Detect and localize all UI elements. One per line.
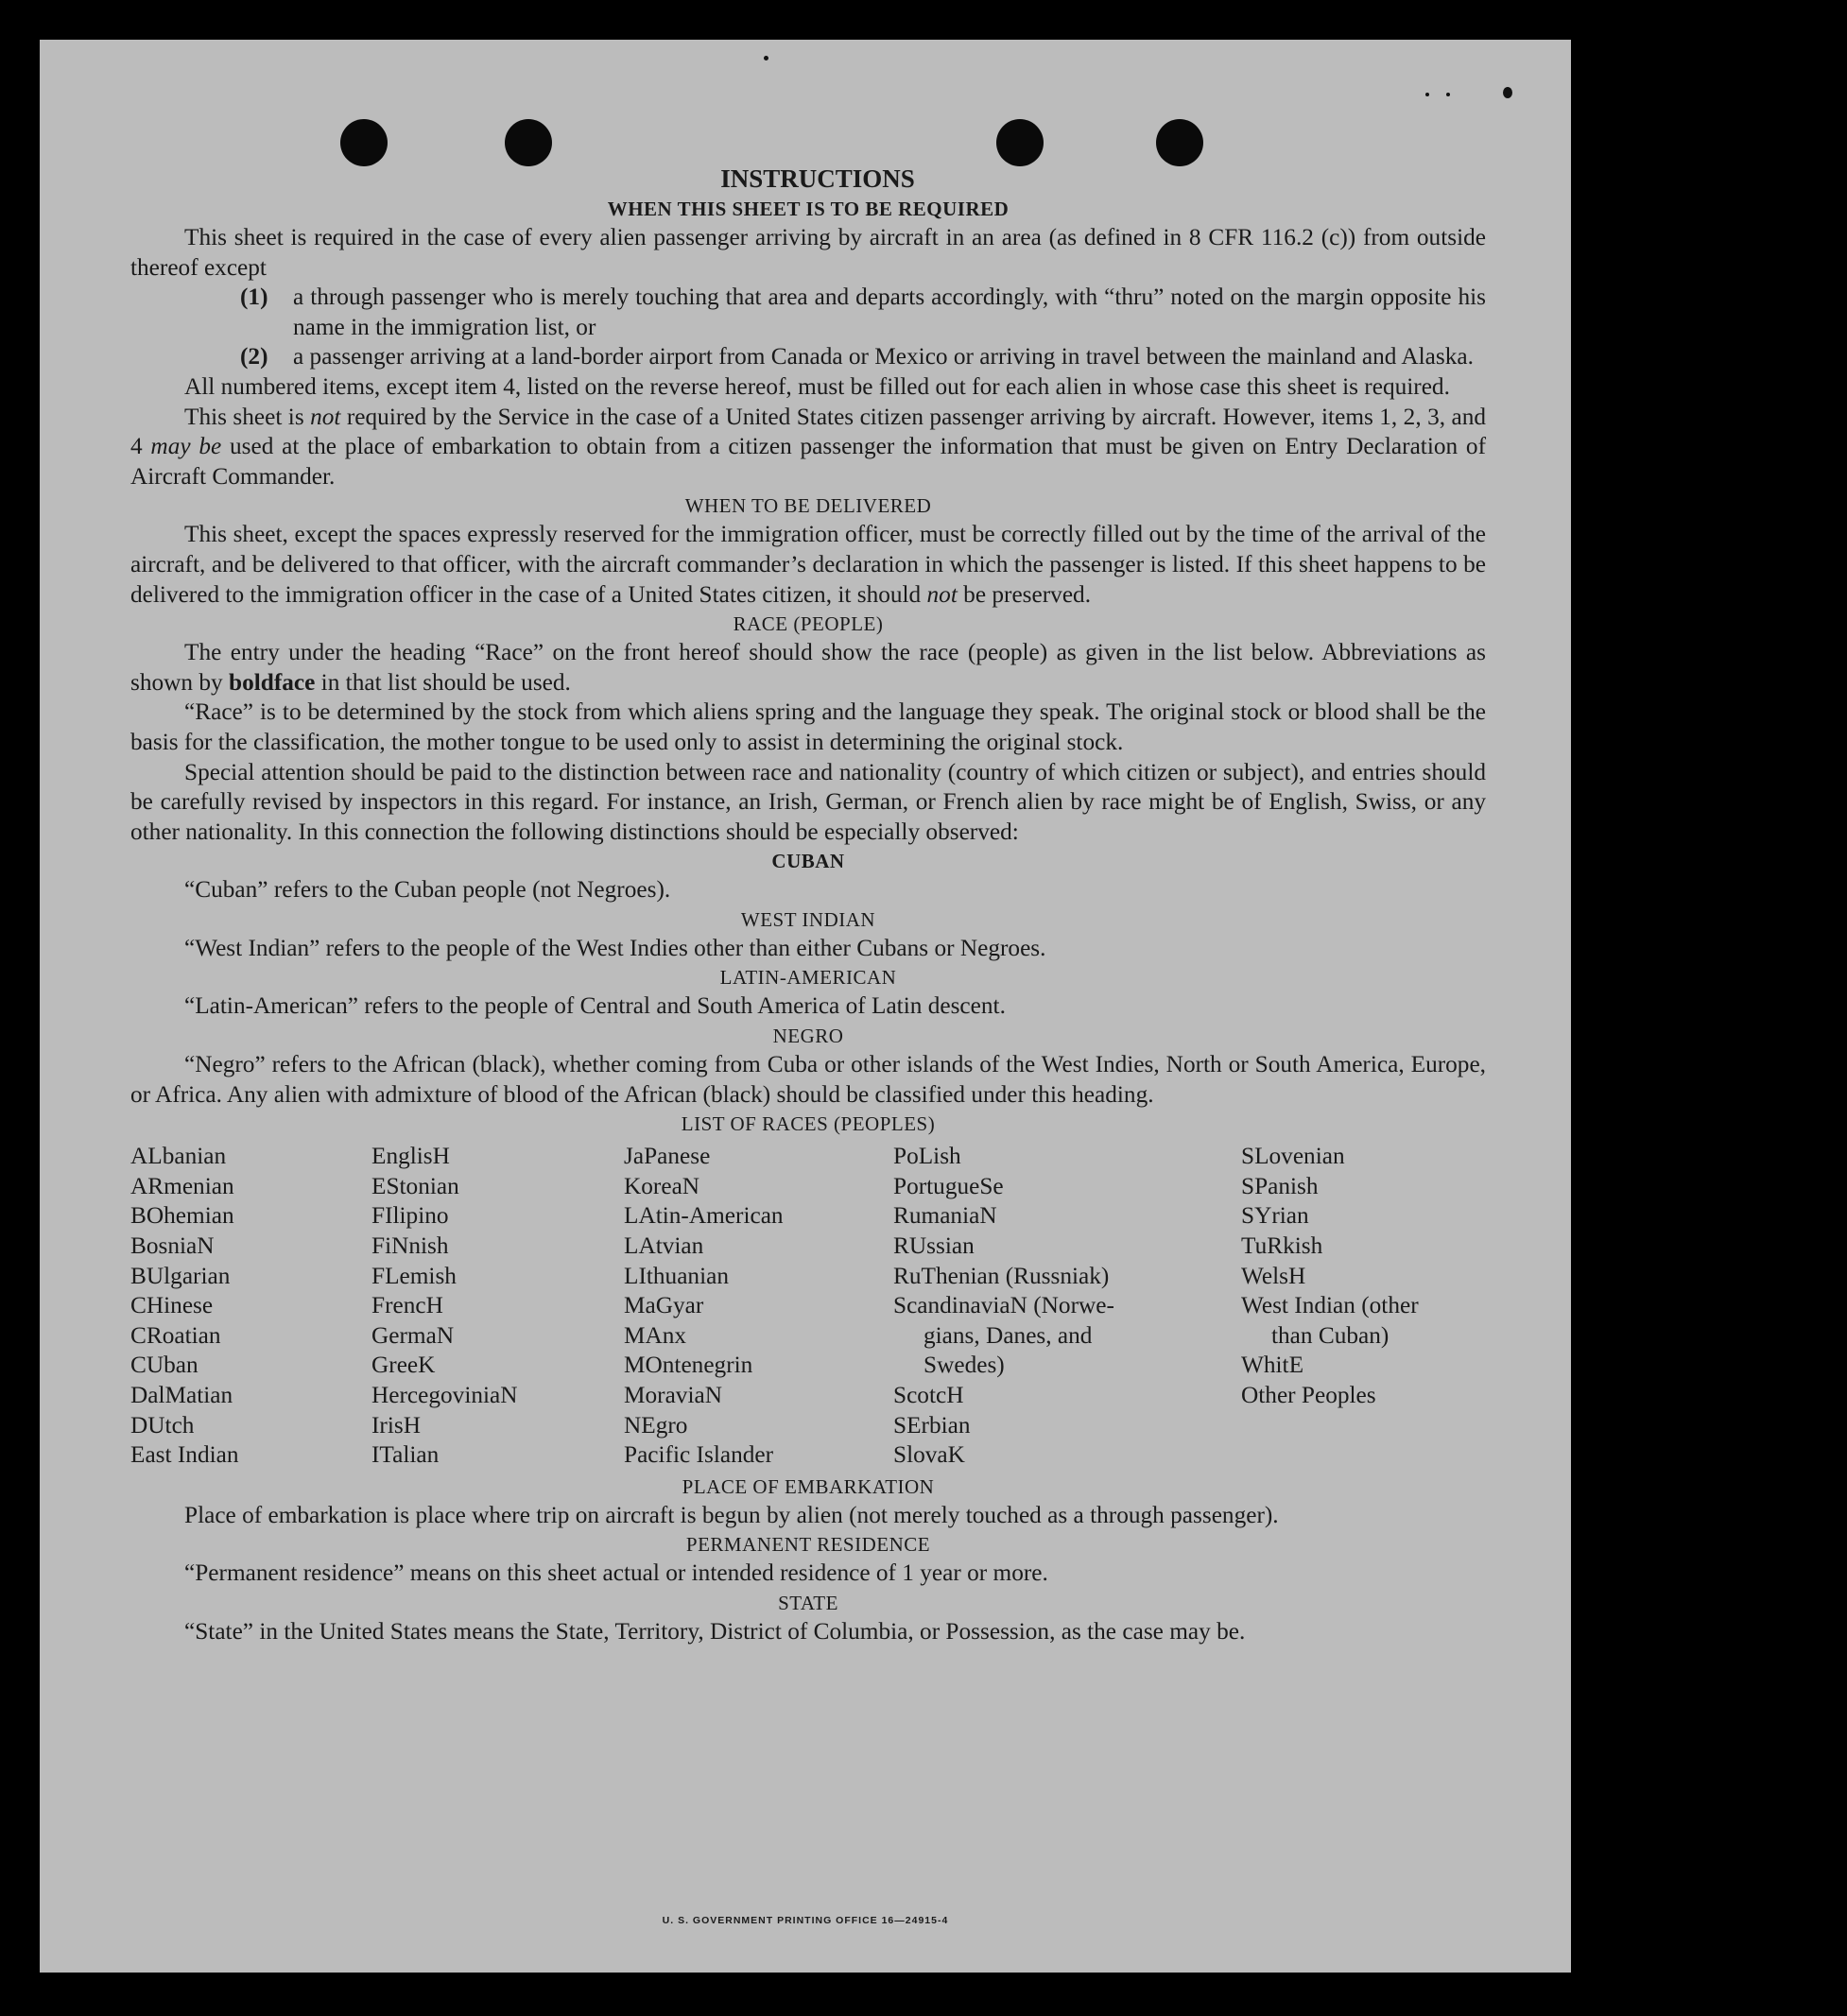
- race-column-2: [371, 1142, 624, 1471]
- heading-required: WHEN THIS SHEET IS TO BE REQUIRED: [607, 198, 1010, 220]
- embarkation-definition: Place of embarkation is place where trip on aircraft is begun by alien (not merely touched as a through passenger).: [184, 1501, 1279, 1528]
- document-page: [40, 40, 1571, 1973]
- race-entry: Pacific Islander: [624, 1441, 774, 1469]
- punch-hole-2: [505, 119, 552, 166]
- punch-hole-4: [1156, 119, 1203, 166]
- emphasis-not: not: [310, 403, 341, 430]
- exception-number: (1): [240, 284, 268, 311]
- race-entry: FLemish: [371, 1262, 457, 1289]
- race-entry: CRoatian: [130, 1321, 221, 1349]
- race-column-3: [624, 1142, 893, 1471]
- heading-cuban: CUBAN: [771, 850, 845, 873]
- race-list: [130, 1142, 1486, 1471]
- west-indian-definition: “West Indian” refers to the people of the West Indies other than either Cubans or Negroes.: [184, 934, 1046, 961]
- race-column-1: [130, 1142, 371, 1471]
- race-entry: LIthuanian: [624, 1262, 729, 1289]
- race-entry: FIlipino: [371, 1202, 449, 1230]
- heading-permanent-residence: PERMANENT RESIDENCE: [685, 1533, 931, 1557]
- race-entry: TuRkish: [1241, 1232, 1323, 1260]
- race-entry: FiNnish: [371, 1232, 449, 1260]
- exception-text: a through passenger who is merely touching that area and departs accordingly, with “thru” noted on the margin opposite his name in the immigration list, or: [293, 284, 1486, 340]
- race-paragraph-3: Special attention should be paid to the distinction between race and nationality (country of which citizen or subject), and entries should be carefully revised by inspectors in this regard. For instance, an Irish, German, or French alien by race might be of English, Swiss, or any other nationality. In this connection the following distinctions should be especially observed:: [130, 758, 1486, 845]
- race-entry: GermaN: [371, 1321, 455, 1349]
- race-entry: GreeK: [371, 1352, 436, 1379]
- race-entry: ScandinaviaN (Norwe-: [893, 1292, 1114, 1319]
- speck: [1425, 93, 1429, 96]
- heading-list-of-races: LIST OF RACES (PEOPLES): [681, 1112, 936, 1136]
- cuban-definition: “Cuban” refers to the Cuban people (not Negroes).: [184, 876, 671, 904]
- punch-hole-1: [340, 119, 388, 166]
- race-entry: SPanish: [1241, 1172, 1319, 1199]
- race-entry: West Indian (other: [1241, 1292, 1419, 1319]
- race-entry: DUtch: [130, 1411, 195, 1439]
- speck: [1503, 87, 1512, 98]
- heading-race: RACE (PEOPLE): [733, 612, 884, 636]
- heading-embarkation: PLACE OF EMBARKATION: [682, 1474, 935, 1498]
- speck: [764, 56, 768, 60]
- page-title: INSTRUCTIONS: [720, 164, 915, 193]
- race-entry: WelsH: [1241, 1262, 1306, 1289]
- numbered-items-paragraph: All numbered items, except item 4, listed on the reverse hereof, must be filled out for each alien in whose case this sheet is required.: [184, 372, 1450, 400]
- race-column-4: [893, 1142, 1241, 1471]
- instructions-body: [130, 163, 1486, 1647]
- exception-item-1: [130, 283, 1486, 342]
- race-entry: NEgro: [624, 1411, 688, 1439]
- residence-definition: “Permanent residence” means on this sheet actual or intended residence of 1 year or more.: [184, 1559, 1048, 1587]
- race-entry: DalMatian: [130, 1382, 233, 1408]
- emphasis-not: not: [926, 580, 958, 608]
- race-entry: ITalian: [371, 1441, 440, 1469]
- printer-imprint: U. S. GOVERNMENT PRINTING OFFICE 16—24915-4: [662, 1915, 949, 1926]
- heading-negro: NEGRO: [772, 1025, 844, 1048]
- race-entry: MoraviaN: [624, 1382, 722, 1408]
- race-paragraph-1: The entry under the heading “Race” on the front hereof should show the race (people) as given in the list below. Abbreviations as shown by boldface in that list should be used.: [130, 639, 1486, 696]
- race-entry: SErbian: [893, 1411, 971, 1439]
- race-entry: BUlgarian: [130, 1262, 231, 1289]
- heading-west-indian: WEST INDIAN: [740, 907, 876, 931]
- race-entry: SlovaK: [893, 1441, 965, 1469]
- race-entry: Other Peoples: [1241, 1382, 1376, 1408]
- race-entry: MaGyar: [624, 1292, 704, 1319]
- race-entry: LAtvian: [624, 1232, 704, 1260]
- race-entry: WhitE: [1241, 1352, 1304, 1379]
- emphasis-may-be: may be: [150, 433, 222, 460]
- race-entry: than Cuban): [1271, 1321, 1390, 1349]
- latin-american-definition: “Latin-American” refers to the people of Central and South America of Latin descent.: [184, 992, 1006, 1020]
- race-entry: LAtin-American: [624, 1202, 784, 1230]
- race-entry: ALbanian: [130, 1143, 227, 1170]
- heading-latin-american: LATIN-AMERICAN: [719, 966, 897, 990]
- speck: [1446, 93, 1450, 96]
- race-entry: ARmenian: [130, 1172, 234, 1199]
- race-entry: ScotcH: [893, 1382, 964, 1408]
- race-entry: Swedes): [924, 1352, 1005, 1379]
- delivered-paragraph: This sheet, except the spaces expressly reserved for the immigration officer, must be correctly filled out by the time of the arrival of the aircraft, and be delivered to that officer, with the aircraft commander’s declaration in which the passenger is listed. If this sheet happens to be delivered to the immigration officer in the case of a United States citizen, it should not be preserved.: [130, 521, 1486, 608]
- race-entry: HercegoviniaN: [371, 1382, 518, 1408]
- exception-number: (2): [240, 343, 268, 370]
- race-entry: EnglisH: [371, 1143, 450, 1170]
- race-entry: IrisH: [371, 1411, 421, 1439]
- negro-definition: “Negro” refers to the African (black), whether coming from Cuba or other islands of the West Indies, North or South America, Europe, or Africa. Any alien with admixture of blood of the African (black) should be classified under this heading.: [130, 1051, 1486, 1108]
- state-definition: “State” in the United States means the State, Territory, District of Columbia, or Possession, as the case may be.: [184, 1617, 1246, 1645]
- race-entry: FrencH: [371, 1292, 443, 1319]
- race-entry: CUban: [130, 1352, 199, 1379]
- race-paragraph-2: “Race” is to be determined by the stock from which aliens spring and the language they speak. The original stock or blood shall be the basis for the classification, the mother tongue to be used only to assist in determining the original stock.: [130, 698, 1486, 755]
- race-entry: BosniaN: [130, 1232, 215, 1260]
- heading-state: STATE: [778, 1591, 838, 1614]
- exception-text: a passenger arriving at a land-border airport from Canada or Mexico or arriving in travel between the mainland and Alaska.: [293, 343, 1474, 370]
- race-column-5: [1241, 1142, 1486, 1471]
- boldface-word: boldface: [229, 668, 316, 696]
- race-entry: KoreaN: [624, 1172, 700, 1199]
- heading-delivered: WHEN TO BE DELIVERED: [684, 494, 932, 518]
- race-entry: CHinese: [130, 1292, 214, 1319]
- punch-hole-3: [996, 119, 1044, 166]
- exception-item-2: [130, 342, 1486, 372]
- race-entry: BOhemian: [130, 1202, 234, 1230]
- race-entry: SLovenian: [1241, 1143, 1345, 1170]
- required-intro: This sheet is required in the case of every alien passenger arriving by aircraft in an area (as defined in 8 CFR 116.2 (c)) from outside thereof except: [130, 224, 1486, 281]
- race-entry: MAnx: [624, 1321, 687, 1349]
- citizen-paragraph: This sheet is not required by the Service in the case of a United States citizen passenger arriving by aircraft. However, items 1, 2, 3, and 4 may be used at the place of embarkation to obtain from a citizen passenger the information that must be given on Entry Declaration of Aircraft Commander.: [130, 403, 1486, 490]
- race-entry: East Indian: [130, 1441, 239, 1469]
- race-entry: PoLish: [893, 1143, 961, 1170]
- race-entry: EStonian: [371, 1172, 459, 1199]
- race-entry: PortugueSe: [893, 1172, 1004, 1199]
- race-entry: MOntenegrin: [624, 1352, 753, 1379]
- race-entry: RuThenian (Russniak): [893, 1262, 1110, 1289]
- race-entry: JaPanese: [624, 1143, 711, 1170]
- race-entry: SYrian: [1241, 1202, 1309, 1230]
- race-entry: RumaniaN: [893, 1202, 997, 1230]
- race-entry: RUssian: [893, 1232, 975, 1260]
- race-entry: gians, Danes, and: [924, 1321, 1093, 1349]
